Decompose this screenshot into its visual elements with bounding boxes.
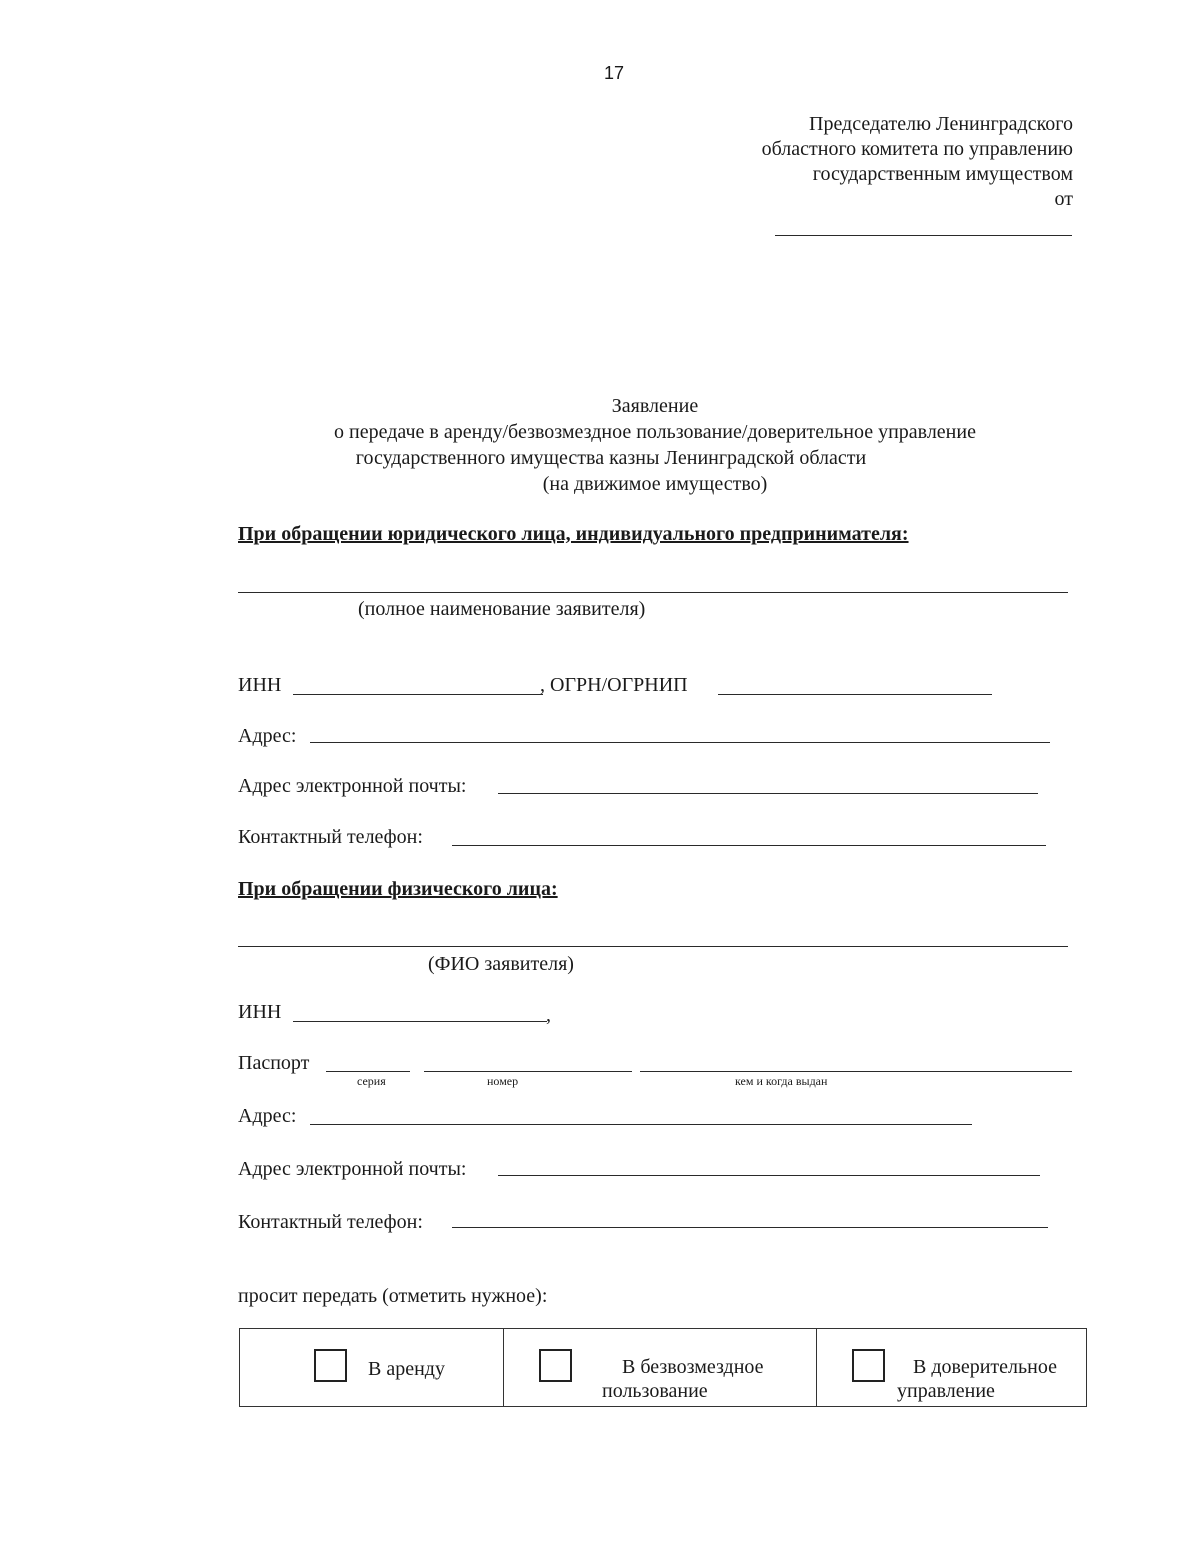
option-free-use[interactable] — [503, 1329, 816, 1406]
individual-phone-label: Контактный телефон: — [238, 1211, 423, 1233]
applicant-fullname-field[interactable] — [238, 592, 1068, 593]
individual-phone-field[interactable] — [452, 1227, 1048, 1228]
trust-label-line2: управление — [897, 1380, 995, 1402]
address-field[interactable] — [310, 742, 1050, 743]
inn-label: ИНН — [238, 674, 282, 696]
page-number: 17 — [603, 63, 625, 83]
passport-label: Паспорт — [238, 1052, 310, 1074]
title-line: государственного имущества казны Ленинградской области — [355, 447, 867, 469]
email-label: Адрес электронной почты: — [238, 775, 467, 797]
individual-inn-label: ИНН — [238, 1001, 282, 1023]
sender-field[interactable] — [775, 235, 1072, 236]
addressee-line: областного комитета по управлению — [761, 138, 1073, 160]
passport-series-caption: серия — [357, 1074, 386, 1088]
individual-inn-comma: , — [546, 1004, 551, 1026]
addressee-line: государственным имуществом — [812, 163, 1073, 185]
applicant-fullname-caption: (полное наименование заявителя) — [358, 598, 646, 620]
applicant-fio-field[interactable] — [238, 946, 1068, 947]
passport-issued-field[interactable] — [640, 1071, 1072, 1072]
applicant-fio-caption: (ФИО заявителя) — [428, 953, 574, 975]
passport-number-field[interactable] — [424, 1071, 632, 1072]
inn-field[interactable] — [293, 694, 543, 695]
trust-checkbox[interactable] — [852, 1349, 885, 1382]
free-use-label-line2: пользование — [602, 1380, 708, 1402]
free-use-label-line1: В безвозмездное — [622, 1356, 764, 1378]
title-line: о передаче в аренду/безвозмездное пользование/доверительное управление — [334, 421, 976, 443]
individual-inn-field[interactable] — [293, 1021, 547, 1022]
option-rent[interactable] — [240, 1329, 503, 1406]
ogrn-label: , ОГРН/ОГРНИП — [540, 674, 688, 696]
trust-label-line1: В доверительное — [913, 1356, 1057, 1378]
individual-email-label: Адрес электронной почты: — [238, 1158, 467, 1180]
legal-entity-heading: При обращении юридического лица, индивидуального предпринимателя: — [238, 523, 909, 545]
request-label: просит передать (отметить нужное): — [238, 1285, 548, 1307]
address-label: Адрес: — [238, 725, 297, 747]
free-use-checkbox[interactable] — [539, 1349, 572, 1382]
individual-heading: При обращении физического лица: — [238, 878, 558, 900]
individual-address-label: Адрес: — [238, 1105, 297, 1127]
individual-email-field[interactable] — [498, 1175, 1040, 1176]
phone-label: Контактный телефон: — [238, 826, 423, 848]
title-line: Заявление — [611, 395, 699, 417]
addressee-line: Председателю Ленинградского — [809, 113, 1073, 135]
transfer-type-table — [239, 1328, 1087, 1407]
document-title — [0, 393, 1200, 497]
phone-field[interactable] — [452, 845, 1046, 846]
title-line: (на движимое имущество) — [542, 473, 768, 495]
passport-number-caption: номер — [487, 1074, 519, 1088]
email-field[interactable] — [498, 793, 1038, 794]
ogrn-field[interactable] — [718, 694, 992, 695]
addressee-line: от — [1054, 188, 1073, 210]
rent-label: В аренду — [368, 1358, 445, 1380]
passport-series-field[interactable] — [326, 1071, 410, 1072]
rent-checkbox[interactable] — [314, 1349, 347, 1382]
passport-issued-caption: кем и когда выдан — [735, 1074, 828, 1088]
addressee-block — [762, 112, 1073, 212]
individual-address-field[interactable] — [310, 1124, 972, 1125]
option-trust[interactable] — [816, 1329, 1086, 1406]
